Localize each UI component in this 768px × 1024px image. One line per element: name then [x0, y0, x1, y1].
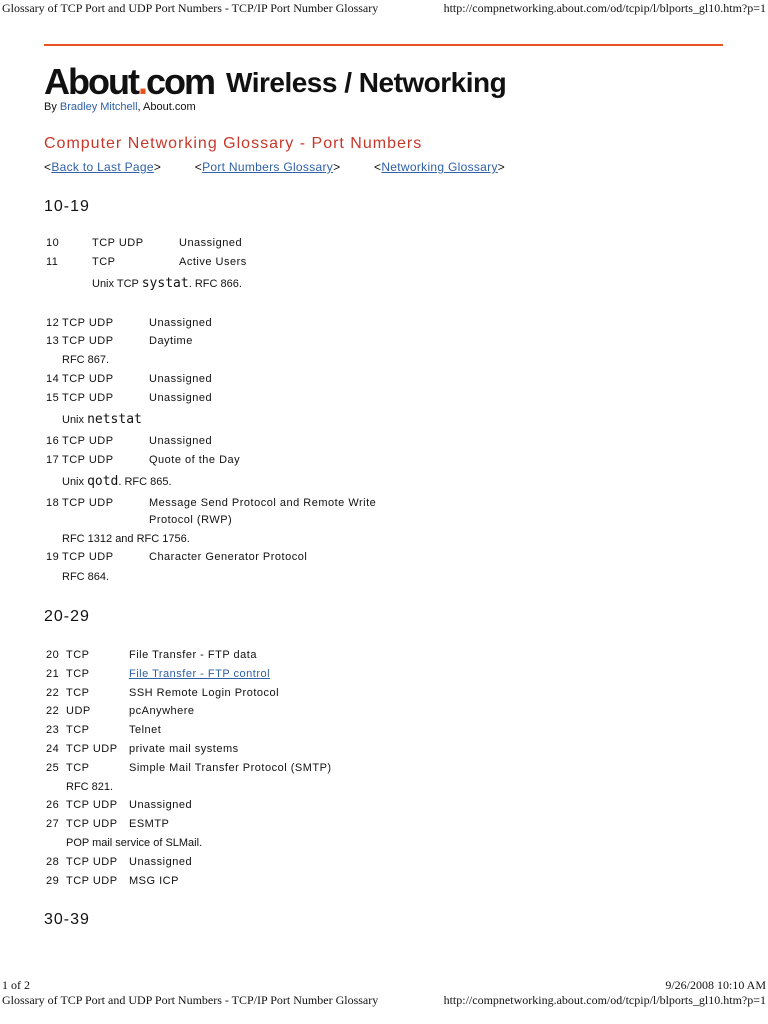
section-heading: 30-39 — [44, 911, 90, 928]
port-note: RFC 1312 and RFC 1756. — [62, 533, 190, 545]
print-datetime: 9/26/2008 10:10 AM — [665, 978, 766, 992]
site-brand — [44, 56, 506, 100]
site-section-name: Wireless / Networking — [226, 67, 507, 98]
port-note: RFC 864. — [62, 571, 110, 583]
print-header-url: http://compnetworking.about.com/od/tcpip/l/blports_gl10.htm?p=1 — [443, 1, 766, 15]
print-footer-title: Glossary of TCP Port and UDP Port Numbers - TCP/IP Port Number Glossary — [2, 993, 379, 1007]
port-note: Unix TCP systat. RFC 866. — [92, 276, 242, 291]
page-title: Computer Networking Glossary - Port Numbers — [44, 135, 423, 152]
author-link[interactable]: Bradley Mitchell — [59, 101, 138, 113]
ftp-control-link[interactable]: File Transfer - FTP control — [129, 668, 271, 680]
about-logo[interactable]: About.com — [44, 61, 215, 102]
networking-glossary-link[interactable]: Networking Glossary — [381, 160, 498, 174]
port-note: POP mail service of SLMail. — [66, 837, 203, 849]
port-note: RFC 867. — [62, 354, 110, 366]
byline: By Bradley Mitchell, About.com — [44, 101, 196, 113]
page-count: 1 of 2 — [2, 978, 30, 992]
port-note: Unix qotd. RFC 865. — [62, 474, 172, 489]
print-footer-url: http://compnetworking.about.com/od/tcpip/l/blports_gl10.htm?p=1 — [443, 993, 766, 1007]
back-link[interactable]: Back to Last Page — [51, 160, 154, 174]
print-header-title: Glossary of TCP Port and UDP Port Numbers - TCP/IP Port Number Glossary — [2, 1, 379, 15]
glossary-nav: <Back to Last Page> <Port Numbers Glossary> <Networking Glossary> — [44, 160, 506, 174]
port-note: Unix netstat — [62, 412, 142, 427]
port-glossary-link[interactable]: Port Numbers Glossary — [202, 160, 334, 174]
section-heading: 20-29 — [44, 608, 90, 625]
section-heading: 10-19 — [44, 198, 90, 215]
port-note: RFC 821. — [66, 781, 114, 793]
header-rule — [44, 44, 723, 46]
